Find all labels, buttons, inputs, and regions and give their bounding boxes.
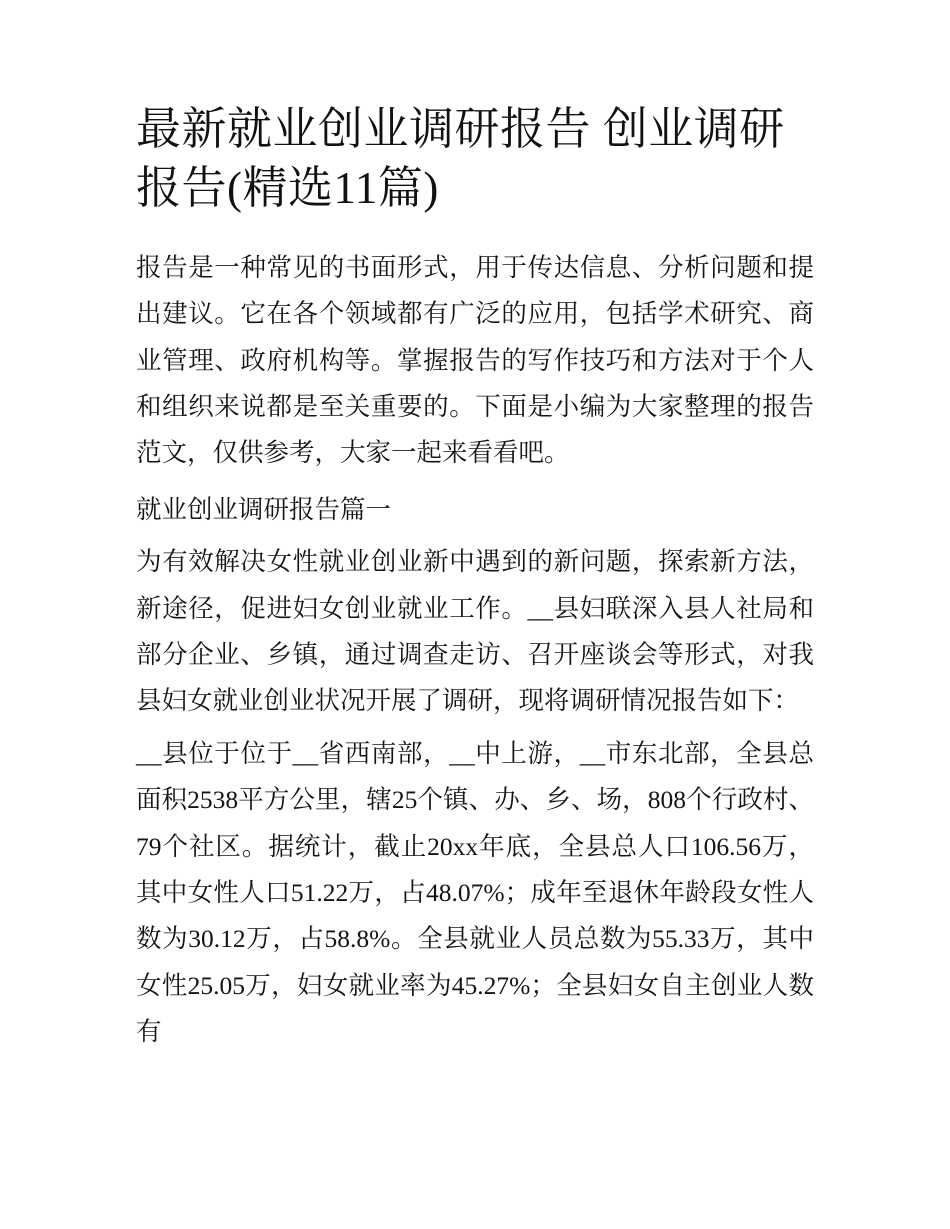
document-title: 最新就业创业调研报告 创业调研报告(精选11篇) [136, 104, 785, 214]
paragraph-section-heading: 就业创业调研报告篇一 [136, 494, 392, 524]
paragraph-body-2: __县位于位于__省西南部，__中上游，__市东北部，全县总面积2538平方公里，辖25个镇、办、乡、场，808个行政村、79个社区。据统计，截止20xx年底，全县总人口106.56万，其中女性人口51.22万，占48.07%；成年至退休年龄段女性人数为30.12万，占58.8%。全县就业人员总数为55.33万，其中女性25.05万，妇女就业率为45.27%；全县妇女自主创业人数有 [136, 738, 814, 1047]
paragraph-intro: 报告是一种常见的书面形式，用于传达信息、分析问题和提出建议。它在各个领域都有广泛的应用，包括学术研究、商业管理、政府机构等。掌握报告的写作技巧和方法对于个人和组织来说都是至关重要的。下面是小编为大家整理的报告范文，仅供参考，大家一起来看看吧。 [136, 252, 814, 468]
paragraph-body-1: 为有效解决女性就业创业新中遇到的新问题，探索新方法，新途径，促进妇女创业就业工作。__县妇联深入县人社局和部分企业、乡镇，通过调查走访、召开座谈会等形式，对我县妇女就业创业状况开展了调研，现将调研情况报告如下： [136, 547, 814, 716]
